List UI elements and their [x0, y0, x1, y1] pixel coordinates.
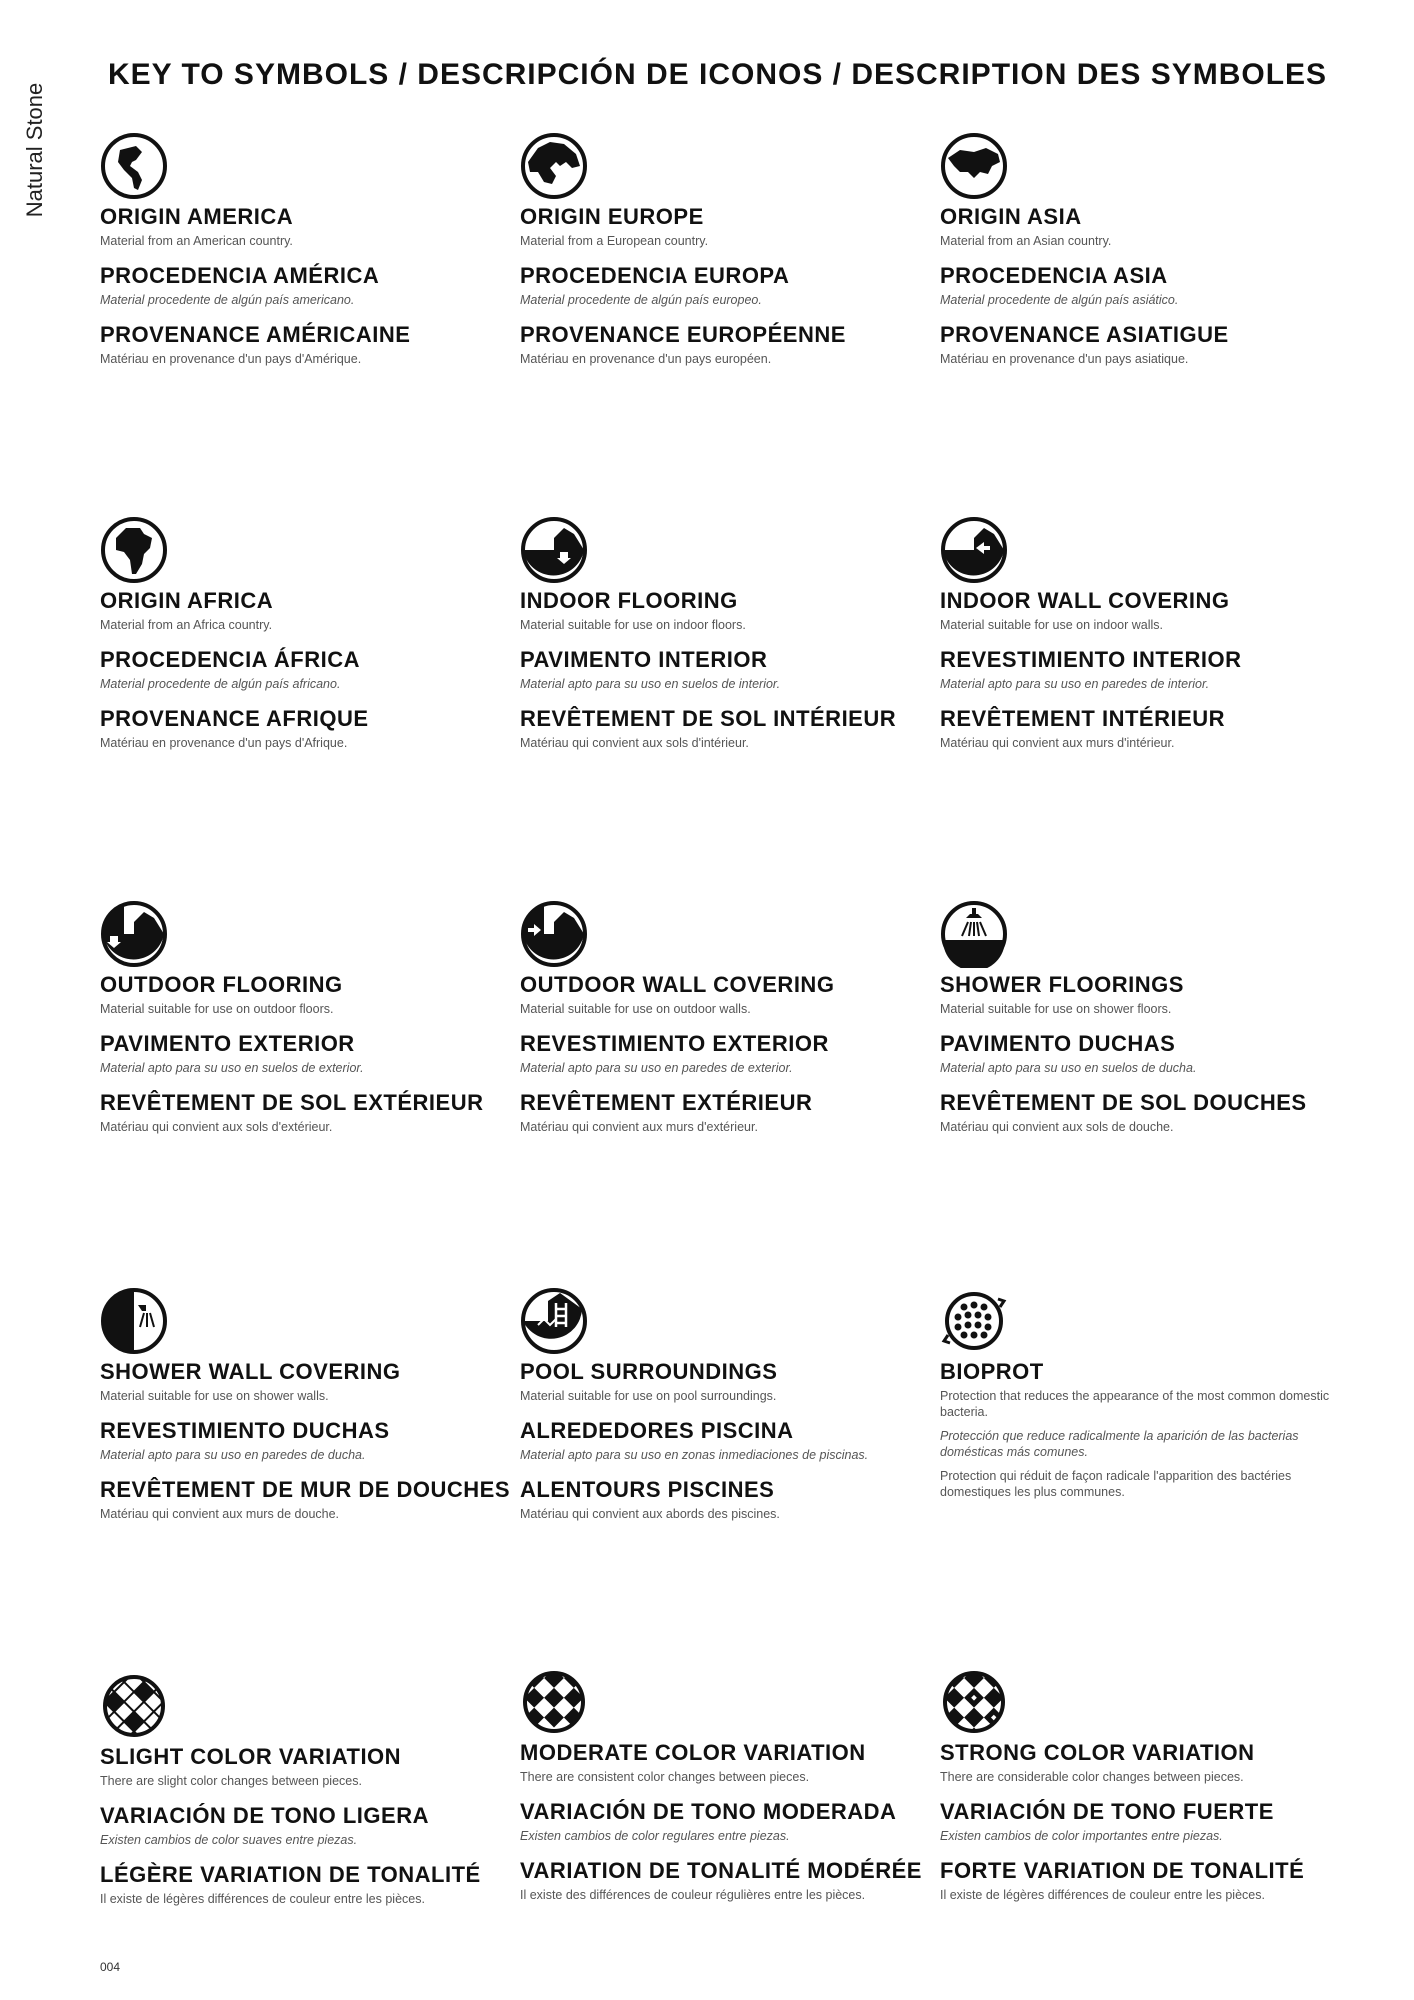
desc-es: Material apto para su uso en suelos de ducha.	[940, 1061, 1197, 1075]
title-es: VARIACIÓN DE TONO MODERADA	[520, 1799, 897, 1824]
title-fr: REVÊTEMENT DE MUR DE DOUCHES	[100, 1477, 511, 1502]
desc-fr: Matériau en provenance d'un pays d'Afrique.	[100, 736, 348, 750]
title-fr: PROVENANCE EUROPÉENNE	[520, 322, 846, 347]
symbol-strong-color-variation	[940, 1668, 1340, 1917]
title-fr: FORTE VARIATION DE TONALITÉ	[940, 1858, 1305, 1883]
title-fr: LÉGÈRE VARIATION DE TONALITÉ	[100, 1862, 481, 1887]
title-fr: VARIATION DE TONALITÉ MODÉRÉE	[520, 1858, 922, 1883]
desc-en: Material suitable for use on outdoor floors.	[100, 1002, 334, 1016]
desc-fr: Matériau en provenance d'un pays asiatique.	[940, 352, 1189, 366]
title-fr: PROVENANCE AMÉRICAINE	[100, 322, 411, 347]
bioprot-icon	[940, 1287, 1008, 1355]
title-fr: REVÊTEMENT DE SOL DOUCHES	[940, 1090, 1307, 1115]
indoor-wall-covering-icon	[940, 516, 1008, 584]
desc-en: Material suitable for use on shower walls.	[100, 1389, 329, 1403]
globe-africa-icon	[100, 516, 168, 584]
desc-es: Existen cambios de color regulares entre piezas.	[520, 1829, 790, 1843]
desc-en: Material from an American country.	[100, 234, 293, 248]
title-en: SLIGHT COLOR VARIATION	[100, 1744, 402, 1769]
page-title: KEY TO SYMBOLS / DESCRIPCIÓN DE ICONOS / DESCRIPTION DES SYMBOLES	[108, 58, 1328, 91]
symbol-shower-flooring	[940, 900, 1340, 1149]
desc-fr: Matériau en provenance d'un pays européen.	[520, 352, 772, 366]
desc-fr: Il existe de légères différences de couleur entre les pièces.	[940, 1888, 1265, 1902]
symbol-origin-asia	[940, 132, 1340, 381]
symbol-indoor-flooring	[520, 516, 920, 765]
title-es: VARIACIÓN DE TONO FUERTE	[940, 1799, 1274, 1824]
desc-es: Material apto para su uso en suelos de exterior.	[100, 1061, 364, 1075]
side-section-label-text: Natural Stone	[22, 82, 47, 218]
symbol-outdoor-wall-covering	[520, 900, 920, 1149]
title-fr: REVÊTEMENT EXTÉRIEUR	[520, 1090, 813, 1115]
desc-es: Material procedente de algún país asiático.	[940, 293, 1179, 307]
title-es: PAVIMENTO INTERIOR	[520, 647, 768, 672]
globe-europe-icon	[520, 132, 588, 200]
title-es: ALREDEDORES PISCINA	[520, 1418, 794, 1443]
title-en: SHOWER FLOORINGS	[940, 972, 1184, 997]
desc-es: Material apto para su uso en paredes de exterior.	[520, 1061, 793, 1075]
symbol-indoor-wall-covering	[940, 516, 1340, 765]
outdoor-wall-covering-icon	[520, 900, 588, 968]
outdoor-flooring-icon	[100, 900, 168, 968]
desc-es: Material procedente de algún país americano.	[100, 293, 355, 307]
title-en: STRONG COLOR VARIATION	[940, 1740, 1255, 1765]
title-es: PAVIMENTO EXTERIOR	[100, 1031, 355, 1056]
moderate-color-variation-icon	[520, 1668, 588, 1736]
pool-surroundings-icon	[520, 1287, 588, 1355]
globe-asia-icon	[940, 132, 1008, 200]
desc-en: Material suitable for use on indoor floors.	[520, 618, 746, 632]
shower-wall-covering-icon	[100, 1287, 168, 1355]
title-fr: REVÊTEMENT DE SOL EXTÉRIEUR	[100, 1090, 484, 1115]
symbol-origin-europe	[520, 132, 920, 381]
title-es: REVESTIMIENTO DUCHAS	[100, 1418, 390, 1443]
desc-en: Material from an Africa country.	[100, 618, 273, 632]
indoor-flooring-icon	[520, 516, 588, 584]
title-es: PROCEDENCIA ASIA	[940, 263, 1168, 288]
side-section-label	[20, 60, 50, 240]
title-en: SHOWER WALL COVERING	[100, 1359, 401, 1384]
desc-es: Material apto para su uso en suelos de interior.	[520, 677, 781, 691]
desc-en: There are consistent color changes between pieces.	[520, 1770, 810, 1784]
desc-fr: Matériau qui convient aux murs d'extérieur.	[520, 1120, 758, 1134]
desc-fr: Matériau qui convient aux sols d'extérieur.	[100, 1120, 333, 1134]
title-en: OUTDOOR WALL COVERING	[520, 972, 835, 997]
title-en: INDOOR FLOORING	[520, 588, 738, 613]
symbol-origin-africa	[100, 516, 500, 765]
title-en: ORIGIN AFRICA	[100, 588, 274, 613]
desc-es: Material apto para su uso en paredes de interior.	[940, 677, 1210, 691]
title-en: OUTDOOR FLOORING	[100, 972, 343, 997]
title-es: REVESTIMIENTO INTERIOR	[940, 647, 1242, 672]
desc-es: Existen cambios de color importantes entre piezas.	[940, 1829, 1223, 1843]
symbol-origin-america	[100, 132, 500, 381]
desc-es: Existen cambios de color suaves entre piezas.	[100, 1833, 358, 1847]
symbol-bioprot	[940, 1287, 1340, 1508]
title-en: MODERATE COLOR VARIATION	[520, 1740, 866, 1765]
symbol-moderate-color-variation	[520, 1668, 920, 1917]
shower-flooring-icon	[940, 900, 1008, 968]
title-es: PROCEDENCIA EUROPA	[520, 263, 790, 288]
desc-en: Material suitable for use on pool surroundings.	[520, 1389, 777, 1403]
symbol-pool-surroundings	[520, 1287, 920, 1536]
title-es: PROCEDENCIA ÁFRICA	[100, 647, 360, 672]
title-fr: ALENTOURS PISCINES	[520, 1477, 775, 1502]
symbol-shower-wall-covering	[100, 1287, 511, 1536]
desc-es: Material procedente de algún país africano.	[100, 677, 341, 691]
desc-en: Material from an Asian country.	[940, 234, 1112, 248]
title-en: ORIGIN AMERICA	[100, 204, 294, 229]
symbols-grid	[100, 132, 1340, 1932]
strong-color-variation-icon	[940, 1668, 1008, 1736]
desc-es: Protección que reduce radicalmente la aparición de las bacterias domésticas más comunes.	[940, 1429, 1299, 1459]
title-en: POOL SURROUNDINGS	[520, 1359, 778, 1384]
desc-fr: Matériau qui convient aux sols d'intérieur.	[520, 736, 749, 750]
title-en: BIOPROT	[940, 1359, 1044, 1384]
desc-es: Material apto para su uso en paredes de ducha.	[100, 1448, 366, 1462]
desc-en: There are considerable color changes between pieces.	[940, 1770, 1244, 1784]
title-en: INDOOR WALL COVERING	[940, 588, 1230, 613]
desc-en: Material suitable for use on outdoor walls.	[520, 1002, 751, 1016]
title-es: PAVIMENTO DUCHAS	[940, 1031, 1176, 1056]
symbol-outdoor-flooring	[100, 900, 500, 1149]
desc-es: Material procedente de algún país europeo.	[520, 293, 762, 307]
desc-fr: Il existe de légères différences de couleur entre les pièces.	[100, 1892, 425, 1906]
title-fr: REVÊTEMENT DE SOL INTÉRIEUR	[520, 706, 897, 731]
title-en: ORIGIN ASIA	[940, 204, 1082, 229]
desc-en: There are slight color changes between pieces.	[100, 1774, 362, 1788]
desc-fr: Matériau qui convient aux sols de douche.	[940, 1120, 1174, 1134]
desc-en: Material suitable for use on indoor walls.	[940, 618, 1164, 632]
desc-es: Material apto para su uso en zonas inmediaciones de piscinas.	[520, 1448, 869, 1462]
title-fr: PROVENANCE ASIATIGUE	[940, 322, 1229, 347]
title-es: VARIACIÓN DE TONO LIGERA	[100, 1803, 429, 1828]
desc-en: Material from a European country.	[520, 234, 709, 248]
desc-en: Material suitable for use on shower floors.	[940, 1002, 1172, 1016]
symbol-slight-color-variation	[100, 1672, 500, 1921]
title-es: PROCEDENCIA AMÉRICA	[100, 263, 380, 288]
title-en: ORIGIN EUROPE	[520, 204, 704, 229]
desc-fr: Matériau qui convient aux murs d'intérieur.	[940, 736, 1175, 750]
desc-fr: Matériau qui convient aux murs de douche.	[100, 1507, 340, 1521]
desc-fr: Matériau en provenance d'un pays d'Amérique.	[100, 352, 362, 366]
desc-en: Protection that reduces the appearance of the most common domestic bacteria.	[940, 1389, 1330, 1419]
page-number: 004	[100, 1960, 121, 1974]
desc-fr: Matériau qui convient aux abords des piscines.	[520, 1507, 780, 1521]
slight-color-variation-icon	[100, 1672, 168, 1740]
desc-fr: Protection qui réduit de façon radicale l'apparition des bactéries domestiques les plus communes.	[940, 1469, 1292, 1499]
title-es: REVESTIMIENTO EXTERIOR	[520, 1031, 829, 1056]
globe-america-icon	[100, 132, 168, 200]
title-fr: REVÊTEMENT INTÉRIEUR	[940, 706, 1226, 731]
desc-fr: Il existe des différences de couleur régulières entre les pièces.	[520, 1888, 866, 1902]
title-fr: PROVENANCE AFRIQUE	[100, 706, 369, 731]
